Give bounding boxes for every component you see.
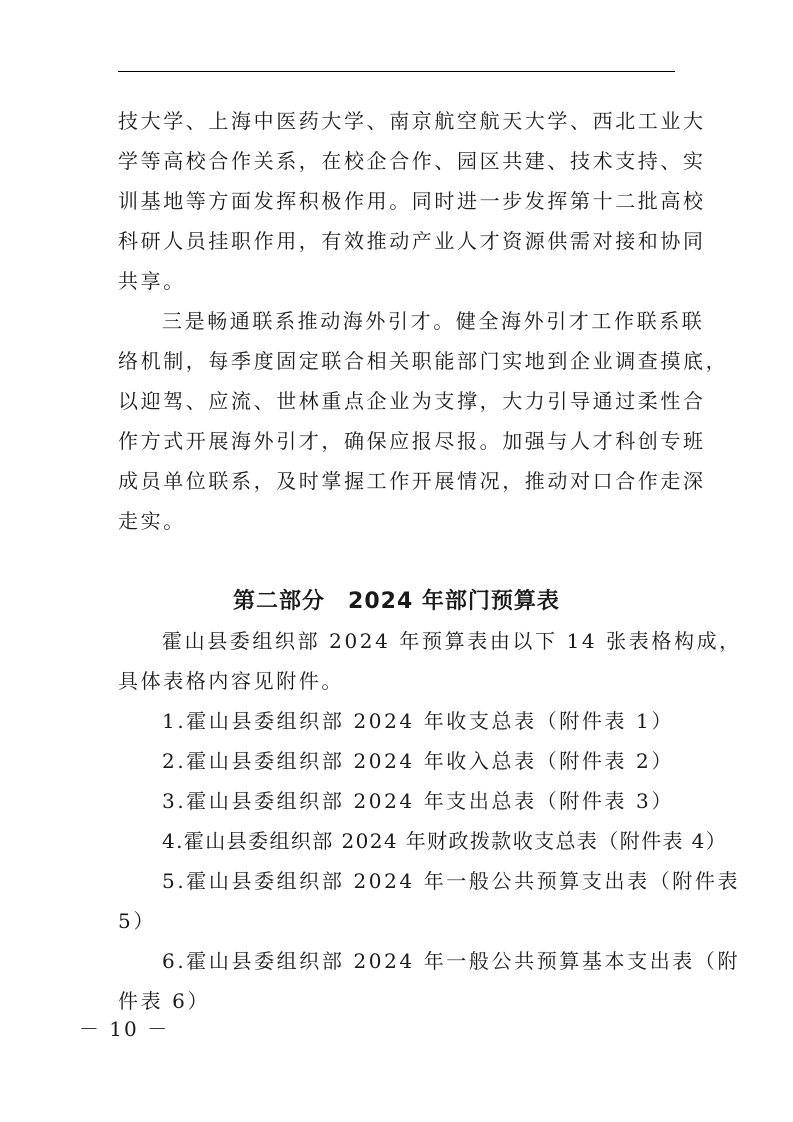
table-list-item: 6.霍山县委组织部 2024 年一般公共预算基本支出表（附 <box>162 949 741 973</box>
paragraph-2-line: 以迎驾、应流、世林重点企业为支撑，大力引导通过柔性合 <box>118 389 706 413</box>
paragraph-2-line: 三是畅通联系推动海外引才。健全海外引才工作联系联 <box>162 309 705 333</box>
paragraph-1-line: 科研人员挂职作用，有效推动产业人才资源供需对接和协同 <box>118 229 706 253</box>
section-heading: 第二部分 2024 年部门预算表 <box>233 589 560 614</box>
page-number: － 10 － <box>78 1017 170 1041</box>
table-list-item-continuation: 5） <box>118 909 156 933</box>
paragraph-2-line: 络机制，每季度固定联合相关职能部门实地到企业调查摸底， <box>118 349 729 373</box>
paragraph-1-line: 学等高校合作关系，在校企合作、园区共建、技术支持、实 <box>118 149 706 173</box>
intro-line: 具体表格内容见附件。 <box>118 669 344 693</box>
header-rule <box>118 71 675 72</box>
table-list-item: 4.霍山县委组织部 2024 年财政拨款收支总表（附件表 4） <box>162 829 728 853</box>
paragraph-1-line: 共享。 <box>118 269 186 293</box>
table-list-item: 5.霍山县委组织部 2024 年一般公共预算支出表（附件表 <box>162 869 741 893</box>
table-list-item-continuation: 件表 6） <box>118 989 211 1013</box>
paragraph-2-line: 作方式开展海外引才，确保应报尽报。加强与人才科创专班 <box>118 429 706 453</box>
paragraph-1-line: 技大学、上海中医药大学、南京航空航天大学、西北工业大 <box>118 109 706 133</box>
paragraph-2-line: 成员单位联系，及时掌握工作开展情况，推动对口合作走深 <box>118 469 706 493</box>
paragraph-2-line: 走实。 <box>118 509 186 533</box>
intro-line: 霍山县委组织部 2024 年预算表由以下 14 张表格构成， <box>162 629 742 653</box>
table-list-item: 2.霍山县委组织部 2024 年收入总表（附件表 2） <box>162 749 674 773</box>
table-list-item: 1.霍山县委组织部 2024 年收支总表（附件表 1） <box>162 709 674 733</box>
table-list-item: 3.霍山县委组织部 2024 年支出总表（附件表 3） <box>162 789 674 813</box>
paragraph-1-line: 训基地等方面发挥积极作用。同时进一步发挥第十二批高校 <box>118 189 706 213</box>
